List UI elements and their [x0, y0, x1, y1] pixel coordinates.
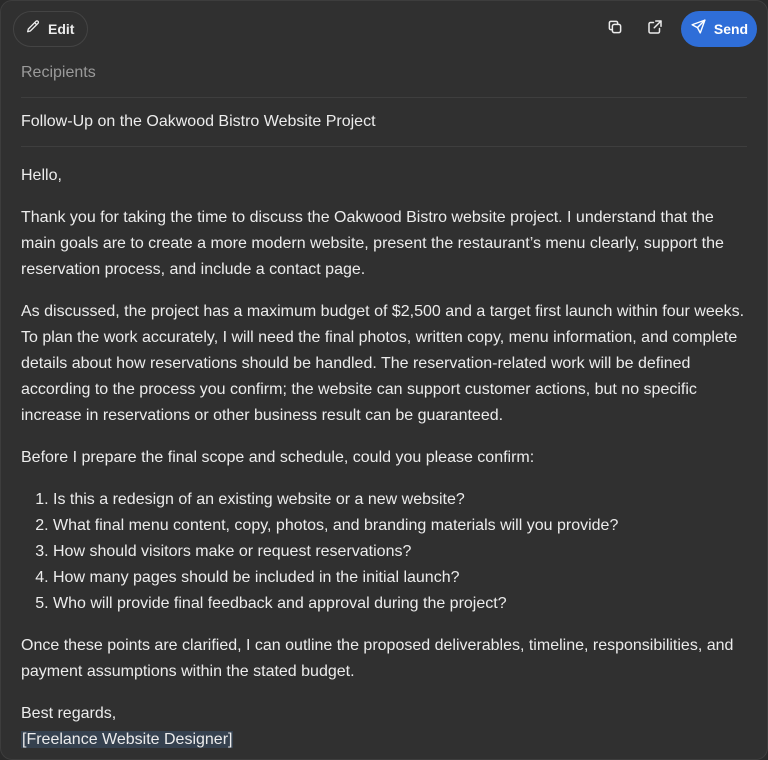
closing: Best regards,	[21, 705, 117, 722]
edit-button[interactable]	[13, 11, 88, 47]
greeting: Hello,	[21, 167, 62, 184]
subject-text: Follow-Up on the Oakwood Bistro Website Project	[21, 113, 376, 130]
open-external-button[interactable]	[639, 13, 671, 45]
send-button-label: Send	[713, 21, 749, 37]
list-item: 3. How should visitors make or request reservations?	[53, 539, 747, 565]
list-item: 2. What final menu content, copy, photos, and branding materials will you provide?	[53, 513, 747, 539]
paper-plane-icon	[690, 18, 707, 40]
subject-field[interactable]	[21, 98, 747, 147]
open-external-icon	[646, 18, 664, 41]
list-item: 5. Who will provide final feedback and approval during the project?	[53, 591, 747, 617]
body-paragraph-1: Thank you for taking the time to discuss the Oakwood Bistro website project. I understand that the main goals are to create a more modern website, present the restaurant’s menu clearly, support the reservation process, and include a contact page.	[21, 209, 724, 278]
body-paragraph-2: As discussed, the project has a maximum budget of $2,500 and a target first launch within four weeks. To plan the work accurately, I will need the final photos, written copy, menu information, and complete details about how reservations should be handled. The reservation-related work will be defined according to the process you confirm; the website can support customer actions, but no specific increase in reservations or other business result can be guaranteed.	[21, 303, 745, 424]
recipients-placeholder: Recipients	[21, 64, 96, 81]
list-item: 1. Is this a redesign of an existing website or a new website?	[53, 487, 747, 513]
recipients-field[interactable]	[21, 61, 747, 98]
send-button[interactable]	[681, 11, 757, 47]
signature-block	[21, 701, 747, 753]
copy-icon	[606, 18, 624, 41]
toolbar	[1, 1, 767, 57]
questions-list	[21, 487, 747, 617]
email-body[interactable]	[21, 163, 747, 753]
body-paragraph-3: Before I prepare the final scope and schedule, could you please confirm:	[21, 449, 535, 466]
copy-button[interactable]	[599, 13, 631, 45]
pencil-icon	[25, 19, 41, 40]
body-paragraph-4: Once these points are clarified, I can outline the proposed deliverables, timeline, responsibilities, and payment assumptions within the stated budget.	[21, 637, 734, 680]
edit-button-label: Edit	[48, 21, 75, 37]
list-item: 4. How many pages should be included in the initial launch?	[53, 565, 747, 591]
signature-name: [Freelance Website Designer]	[22, 731, 233, 748]
